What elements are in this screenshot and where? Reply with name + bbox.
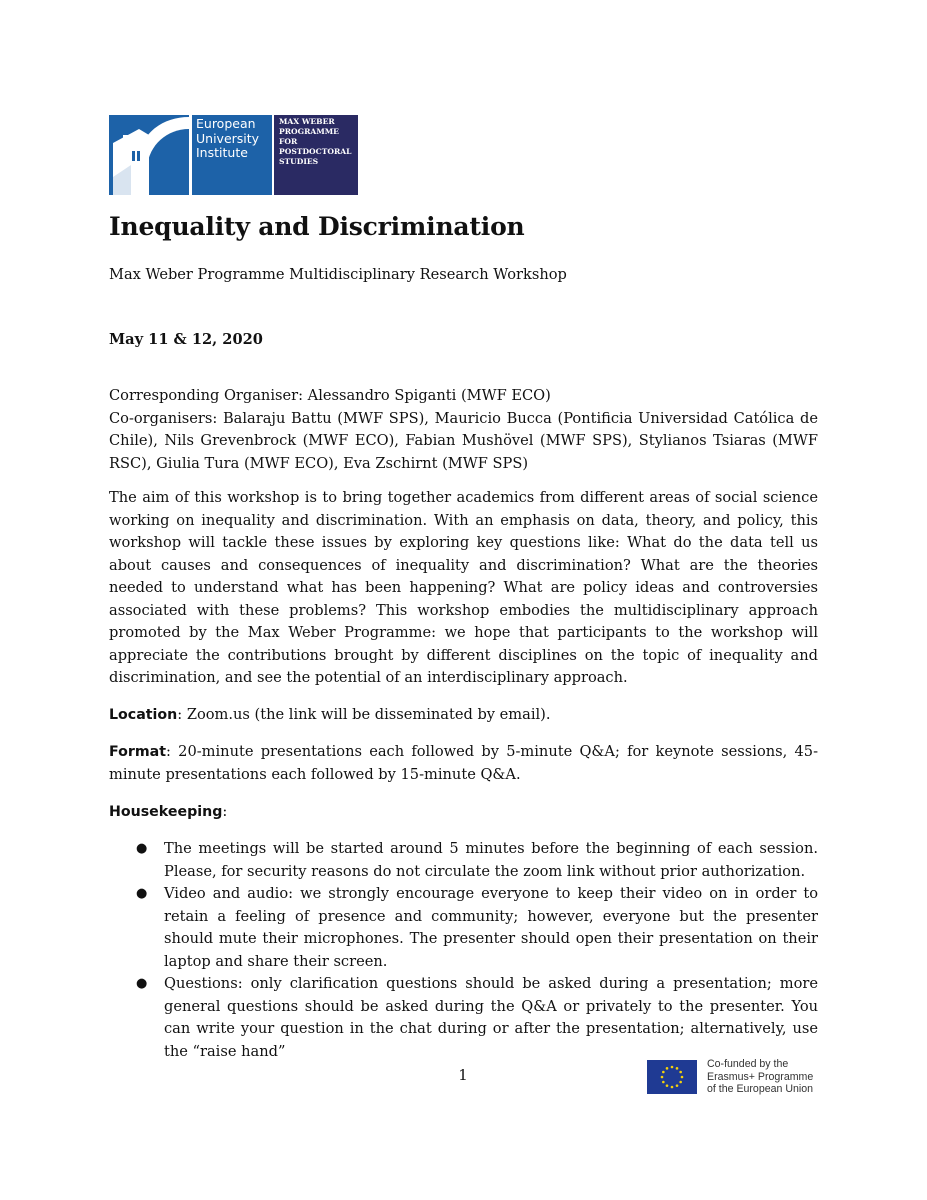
erasmus-line: Co-funded by the — [707, 1058, 789, 1070]
format-paragraph — [109, 741, 818, 786]
location-label: Location — [109, 707, 178, 723]
corresponding-organiser: Corresponding Organiser: Alessandro Spiganti (MWF ECO) — [109, 387, 551, 404]
aim-text: The aim of this workshop is to bring together academics from different areas of social science working on inequality and discrimination. With an emphasis on data, theory, and policy, this workshop will tackle these issues by exploring key questions like: What do the data tell us about causes and consequences of inequality and discrimination? What are the theories needed to understand what has been happening? What are policy ideas and controversies associated with these problems? This workshop embodies the multidisciplinary approach promoted by the Max Weber Programme: we hope that participants to the workshop will appreciate the contributions brought by different disciplines on the topic of inequality and discrimination, and see the potential of an interdisciplinary approach. — [109, 489, 818, 686]
list-item — [109, 973, 818, 1063]
eui-line: Institute — [196, 145, 248, 160]
bullet-icon: ● — [136, 976, 148, 991]
co-organisers: Co-organisers: Balaraju Battu (MWF SPS), Mauricio Bucca (Pontificia Universidad Católica de Chile), Nils Grevenbrock (MWF ECO), Fabian Mushövel (MWF SPS), Stylianos Tsiaras (MWF RSC), Giulia Tura (MWF ECO), Eva Zschirnt (MWF SPS) — [109, 409, 818, 472]
list-item-text: Questions: only clarification questions should be asked during a presentation; more general questions should be asked during the Q&A or privately to the presenter. You can write your question in the chat during or after the presentation; alternatively, use the “raise hand” — [164, 975, 818, 1060]
location-paragraph — [109, 704, 818, 727]
format-label: Format — [109, 744, 166, 760]
housekeeping-label: Housekeeping — [109, 804, 223, 820]
eu-star-icon — [662, 1080, 665, 1083]
erasmus-text — [707, 1058, 813, 1096]
workshop-dates: May 11 & 12, 2020 — [109, 331, 263, 348]
list-item — [109, 883, 818, 973]
list-item-text: Video and audio: we strongly encourage everyone to keep their video on in order to retain a feeling of presence and community; however, everyone but the presenter should mute their microphones. The presenter should open their presentation on their laptop and share their screen. — [164, 885, 818, 970]
format-text: : 20-minute presentations each followed by 5-minute Q&A; for keynote sessions, 45-minute presentations each followed by 15-minute Q&A. — [109, 743, 818, 783]
eu-flag-icon — [647, 1060, 697, 1094]
mwp-line: POSTDOCTORAL — [279, 147, 352, 156]
mwp-line: STUDIES — [279, 157, 319, 166]
eui-building-emblem — [109, 115, 189, 195]
page-number: 1 — [458, 1066, 468, 1084]
eui-logo-text — [192, 115, 272, 195]
eu-star-icon — [666, 1084, 669, 1087]
organisers-section — [109, 385, 818, 475]
mwp-line: FOR — [279, 137, 298, 146]
mwp-line: PROGRAMME — [279, 127, 339, 136]
location-text: : Zoom.us (the link will be disseminated by email). — [177, 706, 551, 723]
eu-star-icon — [671, 1065, 674, 1068]
erasmus-line: Erasmus+ Programme — [707, 1070, 814, 1083]
list-item-text: The meetings will be started around 5 minutes before the beginning of each session. Please, for security reasons do not circulate the zoom link without prior authorization. — [164, 840, 818, 880]
eu-star-icon — [676, 1084, 679, 1087]
eu-star-icon — [666, 1067, 669, 1070]
erasmus-cofunding-badge — [647, 1058, 813, 1096]
housekeeping-heading — [109, 801, 818, 824]
eu-star-icon — [661, 1075, 664, 1078]
eu-star-icon — [662, 1070, 665, 1073]
eui-line: University — [196, 130, 260, 146]
housekeeping-list — [109, 838, 818, 1063]
mwp-line: MAX WEBER — [279, 117, 335, 126]
eu-star-icon — [676, 1067, 679, 1070]
mwp-logo-text — [274, 115, 358, 195]
institution-logo — [109, 115, 358, 195]
bullet-icon: ● — [136, 886, 148, 901]
eu-star-icon — [679, 1070, 682, 1073]
bullet-icon: ● — [136, 841, 148, 856]
document-subtitle: Max Weber Programme Multidisciplinary Research Workshop — [109, 266, 567, 283]
eu-star-icon — [679, 1080, 682, 1083]
erasmus-line: of the European Union — [707, 1083, 814, 1095]
aim-paragraph — [109, 487, 818, 690]
list-item — [109, 838, 818, 883]
eu-star-icon — [681, 1075, 684, 1078]
housekeeping-colon: : — [222, 803, 228, 820]
document-title: Inequality and Discrimination — [109, 212, 525, 241]
eu-star-icon — [671, 1085, 674, 1088]
eui-line: European — [196, 116, 256, 131]
